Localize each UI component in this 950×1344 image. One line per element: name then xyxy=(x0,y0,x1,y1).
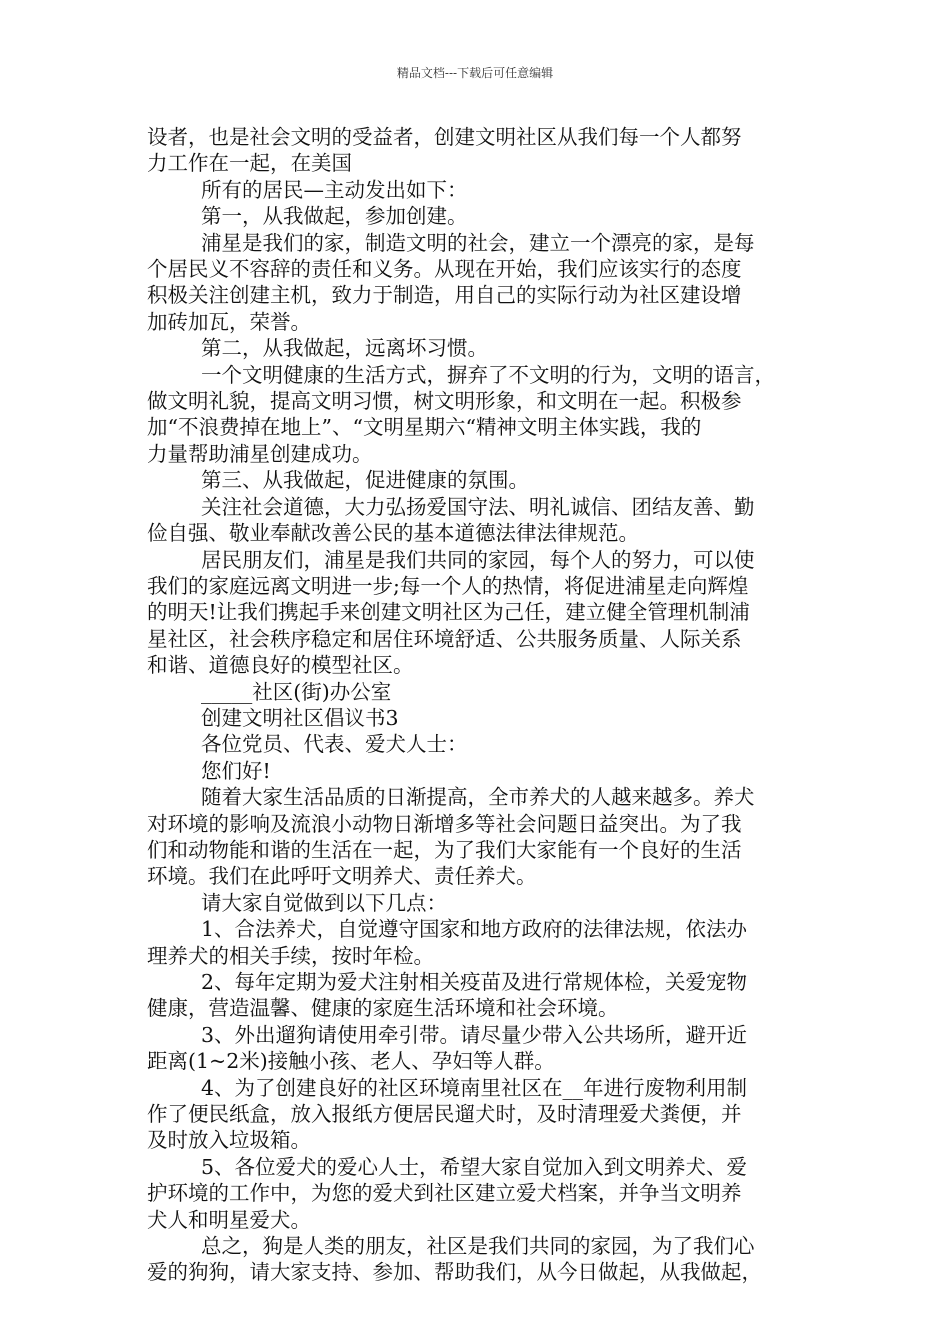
text-line: 力量帮助浦星创建成功。 xyxy=(147,441,373,466)
text-line: 请大家自觉做到以下几点： xyxy=(201,890,447,915)
text-line: 及时放入垃圾箱。 xyxy=(147,1128,311,1153)
text-line: 做文明礼貌，提高文明习惯，树文明形象，和文明在一起。积极参 xyxy=(147,389,742,414)
document-body xyxy=(147,124,827,1286)
text-line: 对环境的影响及流浪小动物日渐增多等社会问题日益突出。为了我 xyxy=(147,811,742,836)
text-line: 和谐、道德良好的模型社区。 xyxy=(147,653,414,678)
text-line: 力工作在一起，在美国 xyxy=(147,151,352,176)
text-line: 一个文明健康的生活方式，摒弃了不文明的行为，文明的语言， xyxy=(201,362,775,387)
text-line: 星社区，社会秩序稳定和居住环境舒适、公共服务质量、人际关系 xyxy=(147,626,742,651)
text-line: 加“不浪费掉在地上”、“文明星期六“精神文明主体实践，我的 xyxy=(147,415,702,440)
text-line: 我们的家庭远离文明进一步;每一个人的热情，将促进浦星走向辉煌 xyxy=(147,573,749,598)
text-line: 各位党员、代表、爱犬人士： xyxy=(201,732,468,757)
text-line: 加砖加瓦，荣誉。 xyxy=(147,309,311,334)
text-line: 爱的狗狗，请大家支持、参加、帮助我们，从今日做起，从我做起， xyxy=(147,1260,762,1285)
page-header: 精品文档---下载后可任意编辑 xyxy=(396,66,554,80)
text-line: 们和动物能和谐的生活在一起，为了我们大家能有一个良好的生活 xyxy=(147,837,742,862)
text-line: 所有的居民—主动发出如下： xyxy=(201,177,468,202)
text-line: 总之，狗是人类的朋友，社区是我们共同的家园，为了我们心 xyxy=(201,1234,755,1259)
text-line: 随着大家生活品质的日渐提高，全市养犬的人越来越多。养犬 xyxy=(201,785,755,810)
text-line: 3、外出遛狗请使用牵引带。请尽量少带入公共场所，避开近 xyxy=(201,1022,748,1047)
text-line: 作了便民纸盒，放入报纸方便居民遛犬时，及时清理爱犬粪便，并 xyxy=(147,1102,742,1127)
text-line: 理养犬的相关手续，按时年检。 xyxy=(147,943,434,968)
text-line: 第二，从我做起，远离坏习惯。 xyxy=(201,336,488,361)
text-line: 犬人和明星爱犬。 xyxy=(147,1207,311,1232)
text-line: 浦星是我们的家，制造文明的社会，建立一个漂亮的家，是每 xyxy=(201,230,755,255)
text-line: 环境。我们在此呼吁文明养犬、责任养犬。 xyxy=(147,864,537,889)
text-line: 积极关注创建主机，致力于制造，用自己的实际行动为社区建设增 xyxy=(147,283,742,308)
text-line: 关注社会道德，大力弘扬爱国守法、明礼诚信、团结友善、勤 xyxy=(201,494,755,519)
text-line: 居民朋友们，浦星是我们共同的家园，每个人的努力，可以使 xyxy=(201,547,755,572)
text-line: 护环境的工作中，为您的爱犬到社区建立爱犬档案，并争当文明养 xyxy=(147,1181,742,1206)
text-line: 个居民义不容辞的责任和义务。从现在开始，我们应该实行的态度 xyxy=(147,257,742,282)
text-line: 健康，营造温馨、健康的家庭生活环境和社会环境。 xyxy=(147,996,619,1021)
text-line: 2、每年定期为爱犬注射相关疫苗及进行常规体检，关爱宠物 xyxy=(201,970,748,994)
text-line: 第三、从我做起，促进健康的氛围。 xyxy=(201,468,529,493)
text-line: 5、各位爱犬的爱心人士，希望大家自觉加入到文明养犬、爱 xyxy=(201,1154,748,1179)
text-line: 设者，也是社会文明的受益者，创建文明社区从我们每一个人都努 xyxy=(147,125,742,149)
text-line: 俭自强、敬业奉献改善公民的基本道德法律法律规范。 xyxy=(147,521,639,546)
text-line: 1、合法养犬，自觉遵守国家和地方政府的法律法规，依法办 xyxy=(201,917,748,942)
text-line: 您们好! xyxy=(201,758,271,783)
text-line: 4、为了创建良好的社区环境南里社区在__年进行废物利用制 xyxy=(201,1075,748,1100)
text-line: _____社区(街)办公室 xyxy=(201,679,392,704)
text-line: 第一，从我做起，参加创建。 xyxy=(201,204,468,229)
text-line: 创建文明社区倡议书3 xyxy=(201,705,399,730)
text-line: 距离(1~2米)接触小孩、老人、孕妇等人群。 xyxy=(147,1049,555,1074)
text-line: 的明天!让我们携起手来创建文明社区为己任，建立健全管理机制浦 xyxy=(147,600,750,625)
